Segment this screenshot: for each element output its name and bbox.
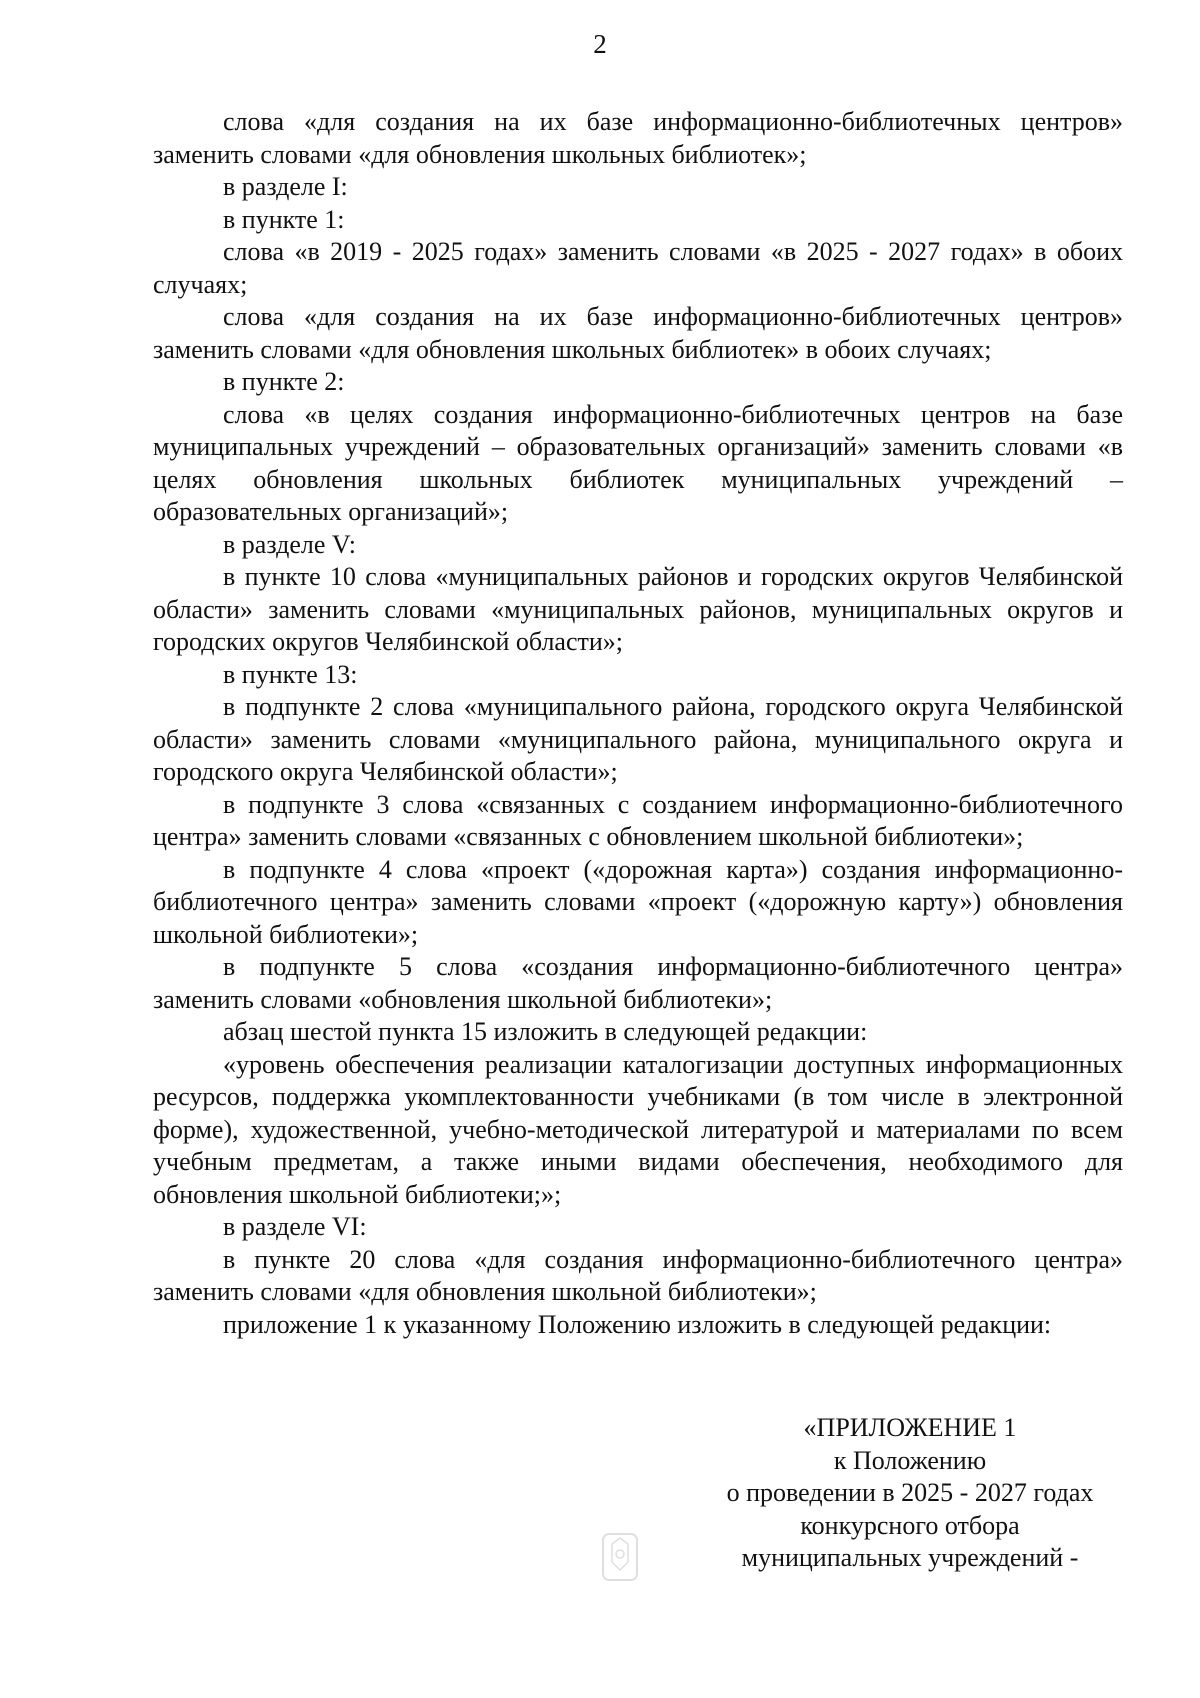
paragraph: в пункте 1: (223, 204, 345, 234)
paragraph: в разделе VI: (223, 1212, 367, 1241)
paragraph: в пункте 10 слова «муниципальных районов и городских округов Челябинской области» заменить словами «муниципальных районов, муниципальных округов и городских округов Челябинской области»; (153, 562, 1123, 656)
appendix-line: муниципальных учреждений - (741, 1543, 1079, 1572)
paragraph: в пункте 13: (223, 659, 358, 689)
paragraph: в подпункте 3 слова «связанных с созданием информационно-библиотечного центра» заменить словами «связанных с обновлением школьной библиотеки»; (153, 789, 1123, 851)
page-number: 2 (593, 29, 607, 59)
paragraph: слова «для создания на их базе информационно-библиотечных центров» заменить словами «для обновления школьных библиотек»; (153, 107, 1123, 169)
faint-emblem-icon (600, 1528, 640, 1586)
paragraph: слова «в 2019 - 2025 годах» заменить словами «в 2025 - 2027 годах» в обоих случаях; (153, 237, 1123, 299)
paragraph: в пункте 20 слова «для создания информационно-библиотечного центра» заменить словами «для обновления школьной библиотеки»; (153, 1244, 1123, 1306)
paragraph: в подпункте 5 слова «создания информационно-библиотечного центра» заменить словами «обновления школьной библиотеки»; (153, 952, 1123, 1014)
appendix-heading (700, 1412, 1120, 1575)
paragraph: слова «для создания на их базе информационно-библиотечных центров» заменить словами «для обновления школьных библиотек» в обоих случаях; (153, 302, 1123, 364)
appendix-line: конкурсного отбора (800, 1510, 1020, 1540)
paragraph: «уровень обеспечения реализации каталогизации доступных информационных ресурсов, поддержка укомплектованности учебниками (в том числе в электронной форме), художественной, учебно-методической литературой и материалами по всем учебным предметам, а также иными видами обеспечения, необходимого для обновления школьной библиотеки;»; (153, 1049, 1123, 1209)
paragraph: абзац шестой пункта 15 изложить в следующей редакции: (223, 1017, 868, 1046)
paragraph: в подпункте 2 слова «муниципального района, городского округа Челябинской области» заменить словами «муниципального района, муниципального округа и городского округа Челябинской области»; (153, 692, 1123, 786)
appendix-line: «ПРИЛОЖЕНИЕ 1 (803, 1413, 1017, 1442)
appendix-line: о проведении в 2025 - 2027 годах (726, 1478, 1094, 1507)
appendix-line: к Положению (833, 1445, 987, 1475)
paragraph: приложение 1 к указанному Положению изложить в следующей редакции: (223, 1309, 1052, 1339)
paragraph: слова «в целях создания информационно-библиотечных центров на базе муниципальных учреждений – образовательных организаций» заменить словами «в целях обновления школьных библиотек муниципальных учреждений – образовательных организаций»; (153, 399, 1123, 526)
paragraph: в подпункте 4 слова «проект («дорожная карта») создания информационно-библиотечного центра» заменить словами «проект («дорожную карту») обновления школьной библиотеки»; (153, 854, 1123, 949)
paragraph: в разделе V: (223, 529, 356, 559)
paragraph: в разделе I: (223, 172, 348, 201)
document-body (153, 106, 1123, 1341)
paragraph: в пункте 2: (223, 367, 345, 396)
